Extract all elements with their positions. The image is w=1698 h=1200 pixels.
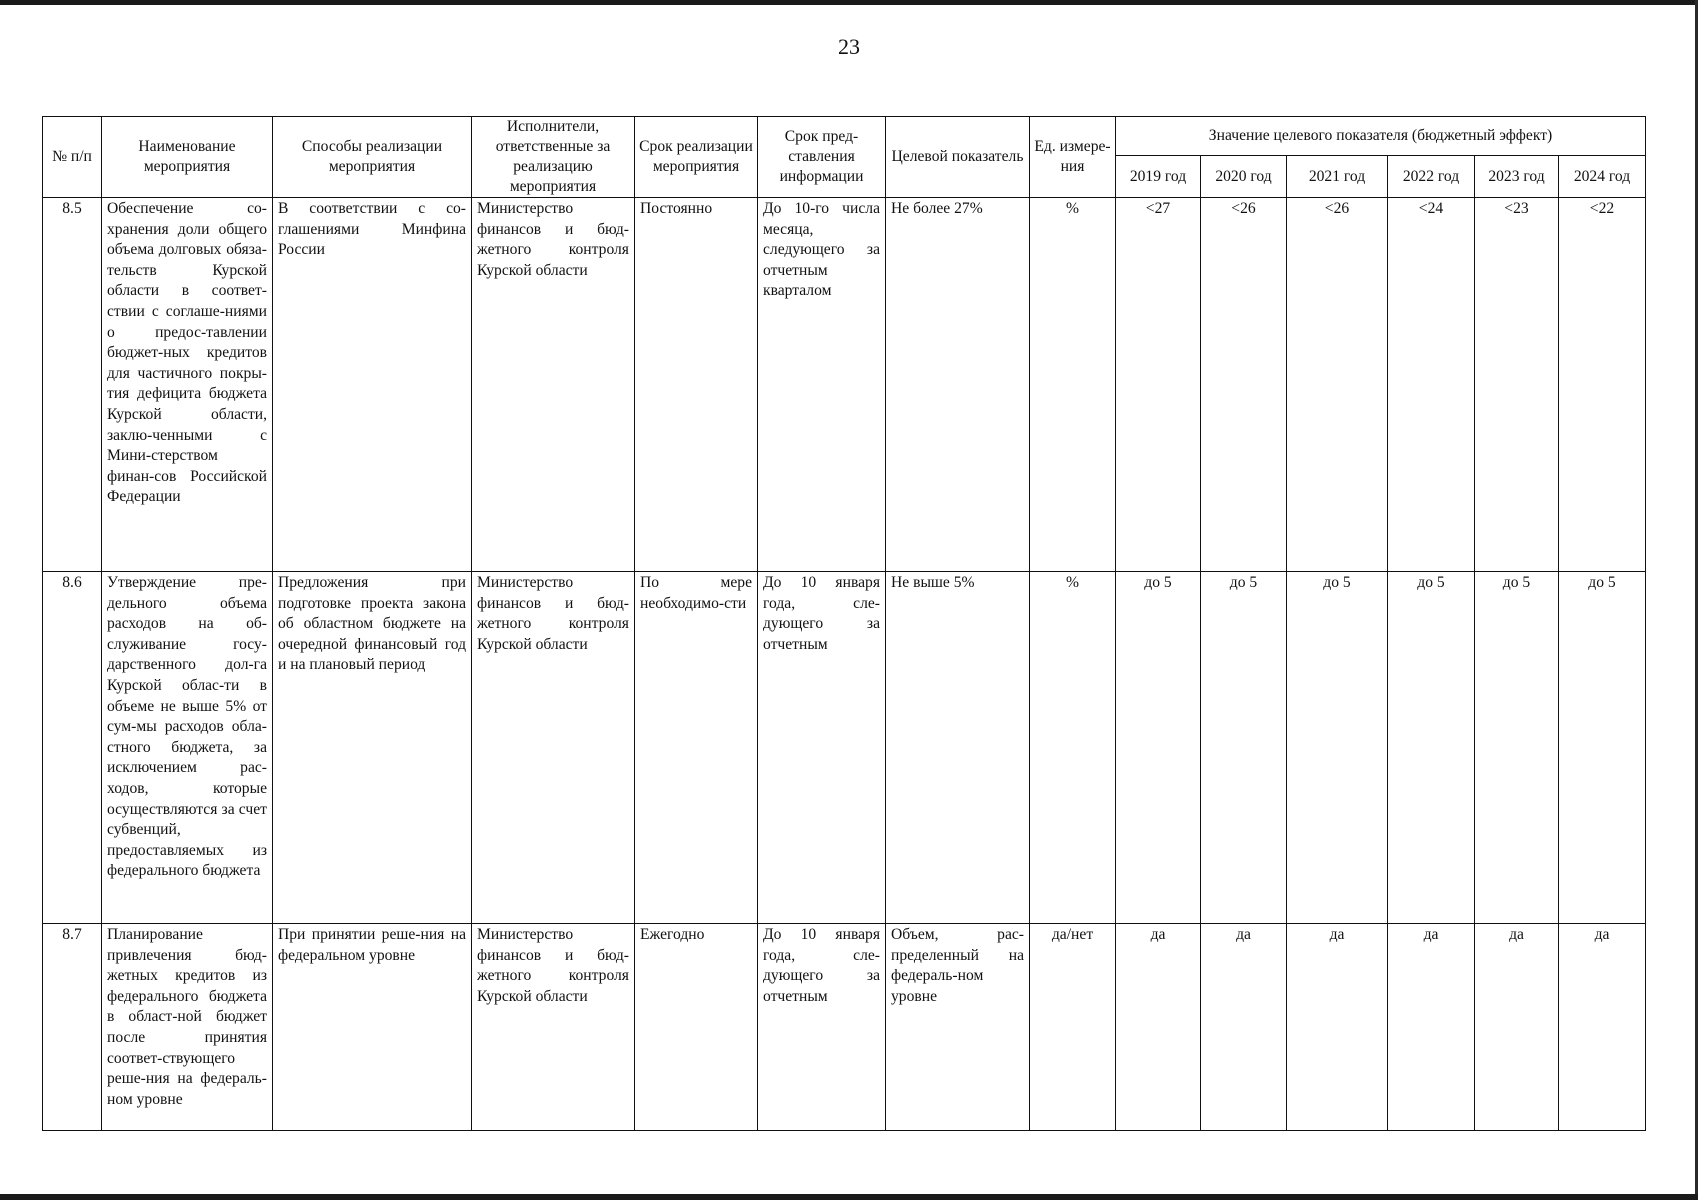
row-value: <26 — [1201, 198, 1287, 572]
table-row — [43, 198, 1646, 572]
row-value: да — [1116, 924, 1201, 1131]
row-value: да — [1388, 924, 1475, 1131]
row-indicator: Объем, рас-пределенный на федераль-ном уровне — [886, 924, 1030, 1131]
row-unit: % — [1030, 198, 1116, 572]
row-methods: Предложения при подготовке проекта закона об областном бюджете на очередной финансовый год и на плановый период — [273, 572, 472, 924]
row-indicator: Не выше 5% — [886, 572, 1030, 924]
row-value: <26 — [1287, 198, 1388, 572]
header-year: 2020 год — [1201, 156, 1287, 198]
header-year: 2023 год — [1475, 156, 1559, 198]
header-year: 2019 год — [1116, 156, 1201, 198]
row-value: да — [1559, 924, 1646, 1131]
header-row — [43, 117, 1646, 156]
row-unit: да/нет — [1030, 924, 1116, 1131]
table-row — [43, 572, 1646, 924]
scan-border-top — [0, 0, 1698, 5]
row-executors: Министерство финансов и бюд-жетного контроля Курской области — [472, 572, 635, 924]
row-value: <24 — [1388, 198, 1475, 572]
row-value: до 5 — [1201, 572, 1287, 924]
header-indicator: Целевой показатель — [886, 117, 1030, 198]
row-term: Ежегодно — [635, 924, 758, 1131]
row-value: <27 — [1116, 198, 1201, 572]
header-executors: Исполнители, ответственные за реализацию мероприятия — [472, 117, 635, 198]
page-number: 23 — [838, 34, 860, 59]
header-year: 2022 год — [1388, 156, 1475, 198]
row-value: до 5 — [1475, 572, 1559, 924]
row-value: да — [1201, 924, 1287, 1131]
table-row — [43, 924, 1646, 1131]
row-value: до 5 — [1559, 572, 1646, 924]
row-unit: % — [1030, 572, 1116, 924]
scan-border-bottom — [0, 1194, 1698, 1200]
row-value: да — [1287, 924, 1388, 1131]
header-info-term: Срок пред-ставления информации — [758, 117, 886, 198]
row-methods: При принятии реше-ния на федеральном уровне — [273, 924, 472, 1131]
header-target-group: Значение целевого показателя (бюджетный эффект) — [1116, 117, 1646, 156]
header-year: 2024 год — [1559, 156, 1646, 198]
row-value: до 5 — [1287, 572, 1388, 924]
row-methods: В соответствии с со-глашениями Минфина России — [273, 198, 472, 572]
row-num: 8.5 — [43, 198, 102, 572]
row-name: Планирование привлечения бюд-жетных кредитов из федерального бюджета в област-ной бюджет после принятия соответ-ствующего реше-ния на федераль-ном уровне — [102, 924, 273, 1131]
row-info-term: До 10 января года, сле-дующего за отчетным — [758, 924, 886, 1131]
row-value: да — [1475, 924, 1559, 1131]
row-value: <23 — [1475, 198, 1559, 572]
row-value: <22 — [1559, 198, 1646, 572]
header-term: Срок реализации мероприятия — [635, 117, 758, 198]
row-name: Утверждение пре-дельного объема расходов на об-служивание госу-дарственного дол-га Курской облас-ти в объеме не выше 5% от сум-мы расходов обла-стного бюджета, за исключением рас-ходов, которые осуществляются за счет субвенций, предоставляемых из федерального бюджета — [102, 572, 273, 924]
header-unit: Ед. измере-ния — [1030, 117, 1116, 198]
row-info-term: До 10 января года, сле-дующего за отчетным — [758, 572, 886, 924]
row-info-term: До 10-го числа месяца, следующего за отчетным кварталом — [758, 198, 886, 572]
row-name: Обеспечение со-хранения доли общего объема долговых обяза-тельств Курской области в соответ-ствии с соглаше-ниями о предос-тавлении бюджет-ных кредитов для частичного покры-тия дефицита бюджета Курской области, заклю-ченными с Мини-стерством финан-сов Российской Федерации — [102, 198, 273, 572]
row-indicator: Не более 27% — [886, 198, 1030, 572]
row-value: до 5 — [1116, 572, 1201, 924]
row-num: 8.7 — [43, 924, 102, 1131]
row-term: По мере необходимо-сти — [635, 572, 758, 924]
header-year: 2021 год — [1287, 156, 1388, 198]
row-value: до 5 — [1388, 572, 1475, 924]
row-executors: Министерство финансов и бюд-жетного контроля Курской области — [472, 924, 635, 1131]
header-num: № п/п — [43, 117, 102, 198]
activities-table — [42, 116, 1646, 1131]
header-name: Наименование мероприятия — [102, 117, 273, 198]
row-executors: Министерство финансов и бюд-жетного контроля Курской области — [472, 198, 635, 572]
row-term: Постоянно — [635, 198, 758, 572]
row-num: 8.6 — [43, 572, 102, 924]
header-methods: Способы реализации мероприятия — [273, 117, 472, 198]
